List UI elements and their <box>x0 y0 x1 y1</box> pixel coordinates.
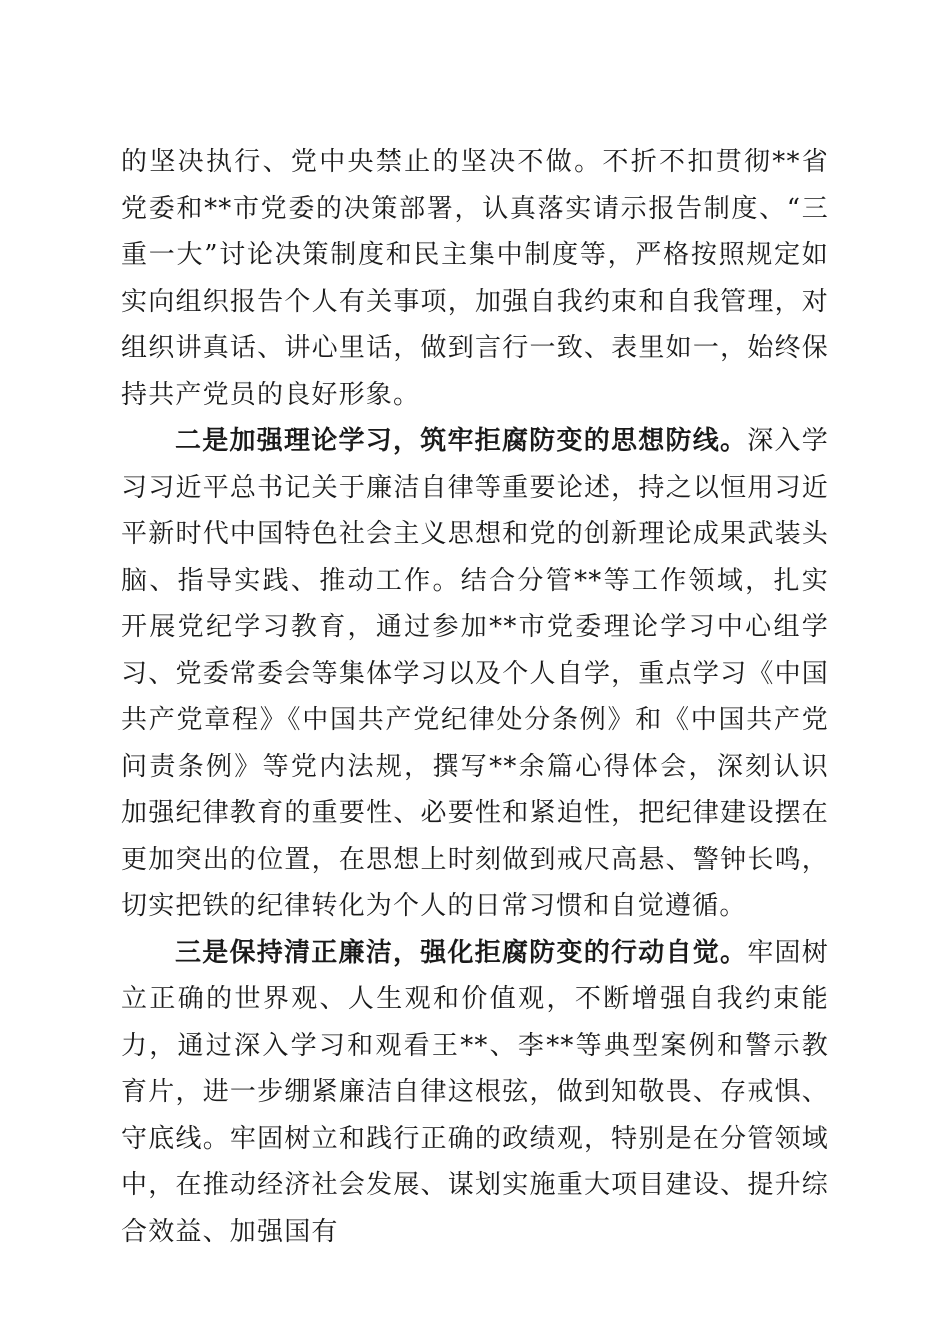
paragraph-2-lead: 二是加强理论学习，筑牢拒腐防变的思想防线。 <box>175 426 748 456</box>
document-body <box>121 139 829 1255</box>
paragraph-2-text: 深入学习习近平总书记关于廉洁自律等重要论述，持之以恒用习近平新时代中国特色社会主义思想和党的创新理论成果武装头脑、指导实践、推动工作。结合分管**等工作领域，扎实开展党纪学习教育，通过参加**市党委理论学习中心组学习、党委常委会等集体学习以及个人自学，重点学习《中国共产党章程》《中国共产党纪律处分条例》和《中国共产党问责条例》等党内法规，撰写**余篇心得体会，深刻认识加强纪律教育的重要性、必要性和紧迫性，把纪律建设摆在更加突出的位置，在思想上时刻做到戒尺高悬、警钟长鸣，切实把铁的纪律转化为个人的日常习惯和自觉遵循。 <box>121 426 830 921</box>
paragraph-1-text: 的坚决执行、党中央禁止的坚决不做。不折不扣贯彻**省党委和**市党委的决策部署，认真落实请示报告制度、“三重一大”讨论决策制度和民主集中制度等，严格按照规定如实向组织报告个人有关事项，加强自我约束和自我管理，对组织讲真话、讲心里话，做到言行一致、表里如一，始终保持共产党员的良好形象。 <box>121 147 829 410</box>
paragraph-3-lead: 三是保持清正廉洁，强化拒腐防变的行动自觉。 <box>175 937 748 968</box>
paragraph-3-text: 牢固树立正确的世界观、人生观和价值观，不断增强自我约束能力，通过深入学习和观看王**、李**等典型案例和警示教育片，进一步绷紧廉洁自律这根弦，做到知敬畏、存戒惧、守底线。牢固树立和践行正确的政绩观，特别是在分管领域中，在推动经济社会发展、谋划实施重大项目建设、提升综合效益、加强国有 <box>121 937 830 1247</box>
paragraph-2 <box>121 418 829 930</box>
paragraph-3 <box>121 930 829 1256</box>
paragraph-1 <box>121 139 829 418</box>
